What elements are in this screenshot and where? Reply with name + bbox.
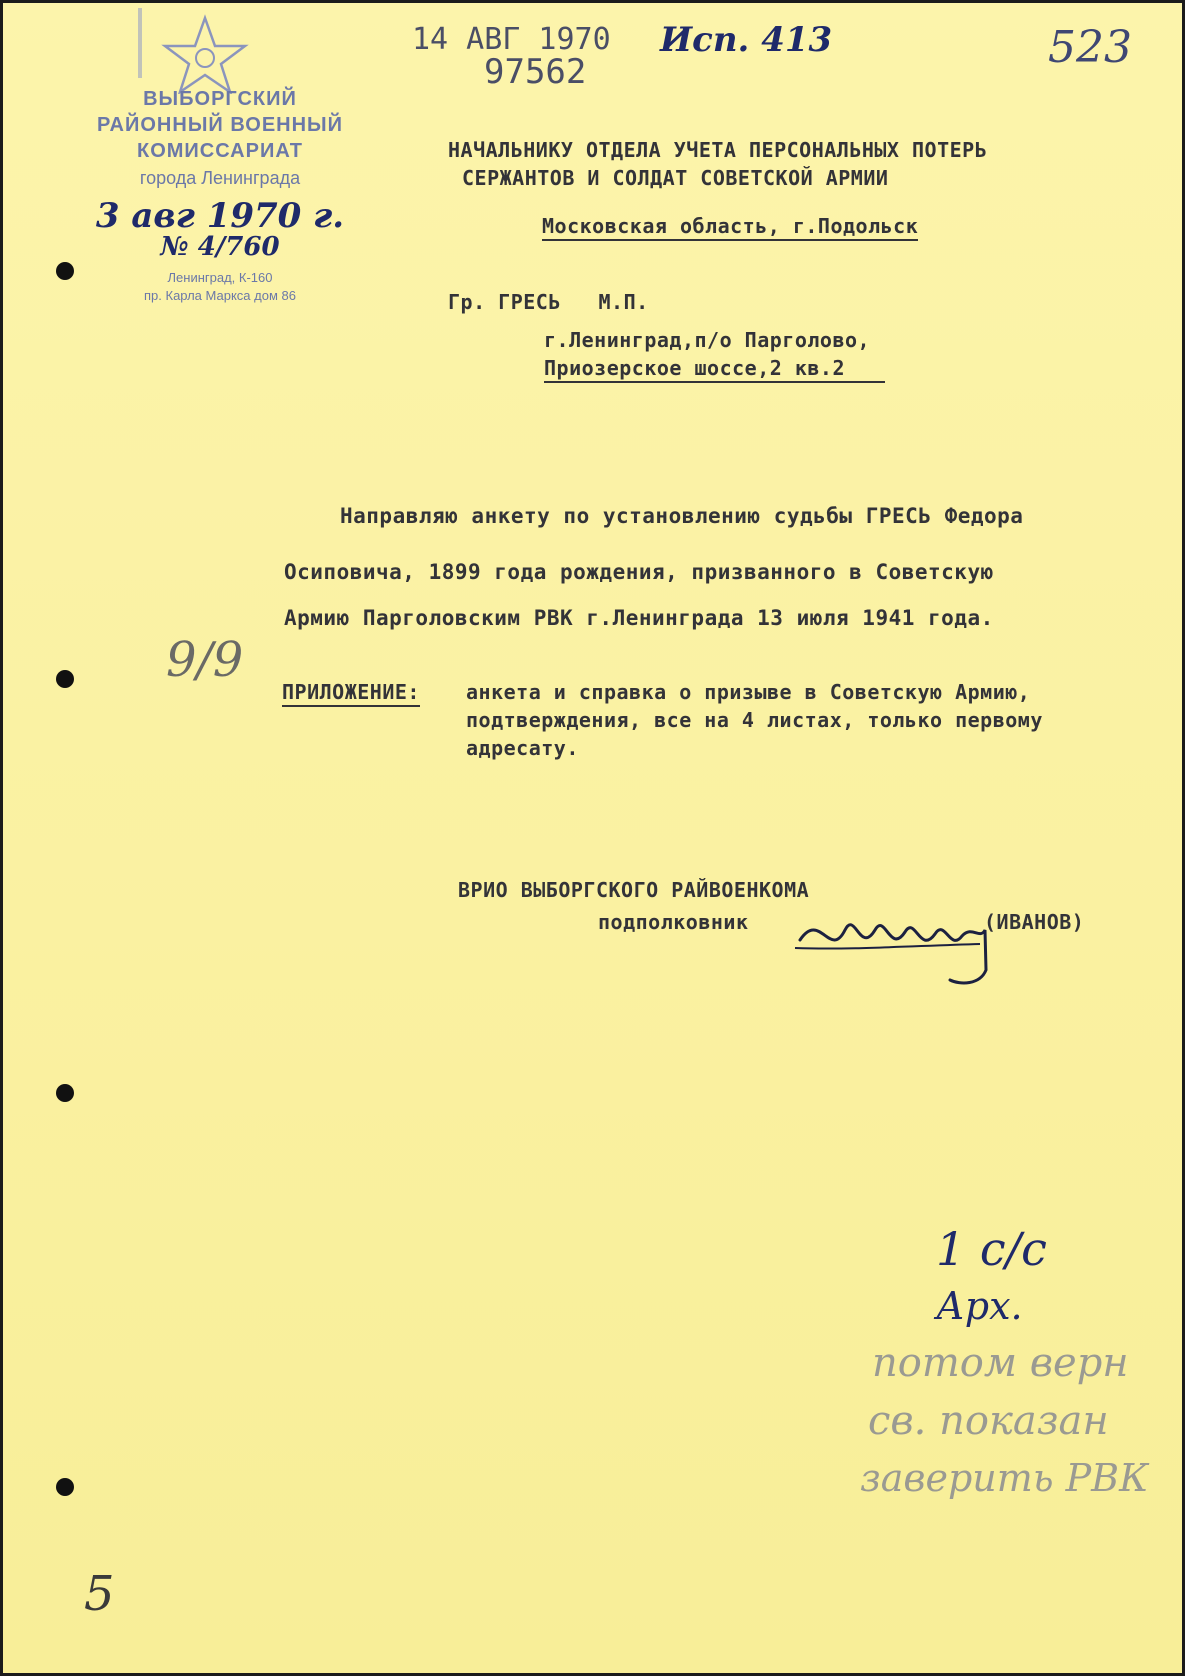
stamp-address: пр. Карла Маркса дом 86 bbox=[144, 288, 296, 303]
punch-hole bbox=[56, 1478, 74, 1496]
recipient-address: Приозерское шоссе,2 кв.2 bbox=[544, 356, 885, 383]
note-copy: 1 с/с bbox=[936, 1222, 1047, 1276]
stamp-address: Ленинград, К-160 bbox=[167, 270, 273, 285]
stamp-mark bbox=[138, 8, 142, 78]
body-line: Армию Парголовским РВК г.Ленинграда 13 июля 1941 года. bbox=[284, 606, 994, 630]
addressee-line: СЕРЖАНТОВ И СОЛДАТ СОВЕТСКОЙ АРМИИ bbox=[462, 166, 889, 190]
note-archive: Арх. bbox=[936, 1284, 1023, 1328]
stamp-number: № 4/760 bbox=[160, 232, 280, 262]
body-line: Осиповича, 1899 года рождения, призванного в Советскую bbox=[284, 560, 994, 584]
stamp-line: КОМИССАРИАТ bbox=[136, 140, 303, 162]
registration-number: 97562 bbox=[484, 52, 587, 92]
addressee-line: НАЧАЛЬНИКУ ОТДЕЛА УЧЕТА ПЕРСОНАЛЬНЫХ ПОТЕРЬ bbox=[448, 138, 988, 162]
stamp-line: ВЫБОРГСКИЙ bbox=[143, 88, 297, 110]
note-grey: потом верн bbox=[872, 1340, 1129, 1386]
attachment-line: подтверждения, все на 4 листах, только первому bbox=[466, 708, 1043, 732]
attachment-label: ПРИЛОЖЕНИЕ: bbox=[282, 680, 420, 707]
recipient-name: Гр. ГРЕСЬ М.П. bbox=[448, 290, 649, 314]
signature-name: (ИВАНОВ) bbox=[984, 910, 1085, 934]
sheet-number: 523 bbox=[1048, 22, 1132, 73]
stamp-date: 3 авг 1970 г. bbox=[95, 196, 345, 236]
signature-rank: подполковник bbox=[598, 910, 749, 934]
stamp-line: РАЙОННЫЙ ВОЕННЫЙ bbox=[96, 114, 344, 136]
attachment-line: адресату. bbox=[466, 736, 579, 760]
punch-hole bbox=[56, 1084, 74, 1102]
exec-note: Исп. 413 bbox=[660, 20, 833, 60]
body-line: Направляю анкету по установлению судьбы ГРЕСЬ Федора bbox=[340, 504, 1024, 528]
stamp-line: города Ленинграда bbox=[139, 168, 301, 188]
attachment-line: анкета и справка о призыве в Советскую Армию, bbox=[466, 680, 1031, 704]
registration-date: 14 АВГ 1970 bbox=[412, 22, 611, 57]
page-corner-number: 5 bbox=[84, 1566, 115, 1622]
addressee-city: Московская область, г.Подольск bbox=[542, 214, 918, 241]
note-grey: св. показан bbox=[868, 1398, 1109, 1444]
signature-title: ВРИО ВЫБОРГСКОГО РАЙВОЕНКОМА bbox=[458, 878, 810, 902]
note-grey: заверить РВК bbox=[860, 1456, 1149, 1500]
recipient-address: г.Ленинград,п/о Парголово, bbox=[544, 328, 871, 352]
star-emblem-icon bbox=[160, 14, 250, 94]
margin-fraction: 9/9 bbox=[166, 632, 244, 688]
punch-hole bbox=[56, 670, 74, 688]
